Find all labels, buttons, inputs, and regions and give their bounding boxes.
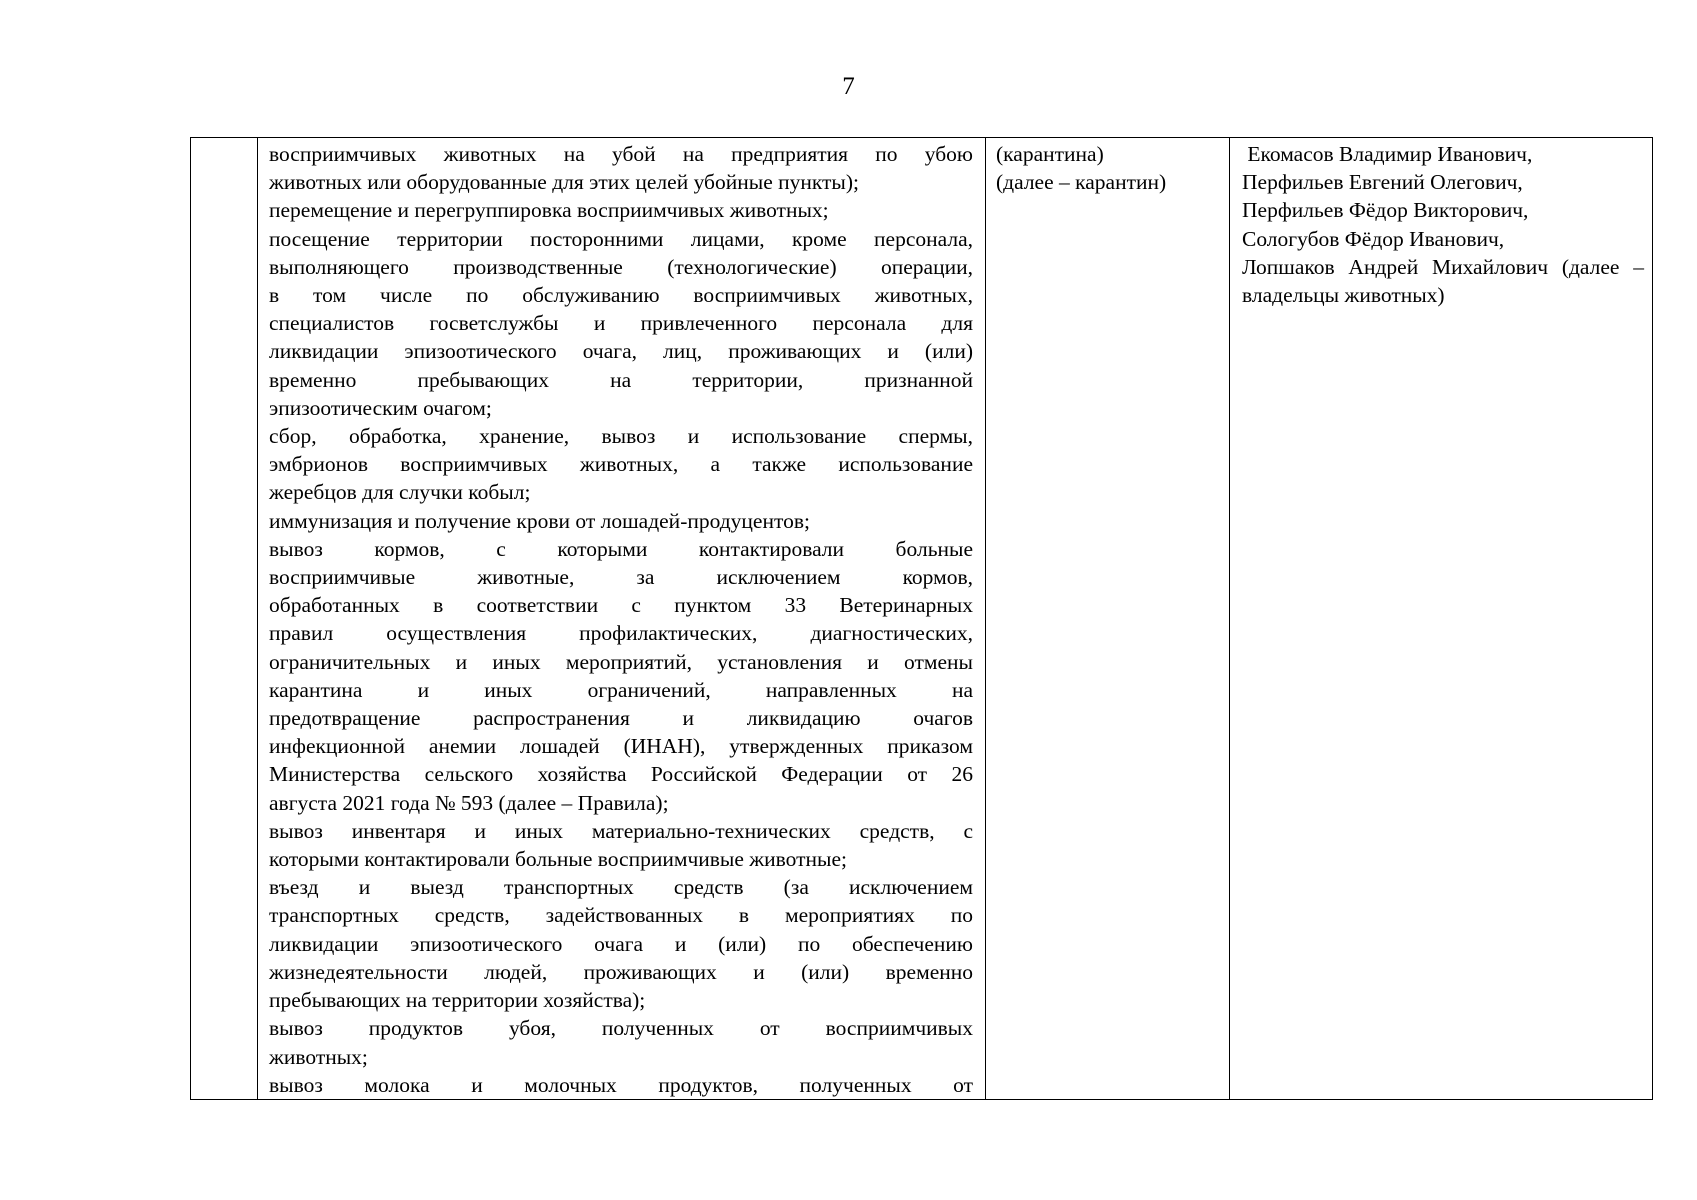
- quarantine-cell: [986, 138, 1230, 1100]
- restriction-line: которыми контактировали больные восприимчивые животные;: [269, 847, 847, 872]
- restriction-line: выполняющего производственные (технологические) операции,: [269, 254, 973, 279]
- restriction-line: перемещение и перегруппировка восприимчивых животных;: [269, 198, 829, 223]
- restriction-line: восприимчивых животных на убой на предприятия по убою: [269, 142, 973, 166]
- restriction-line: жеребцов для случки кобыл;: [269, 480, 531, 505]
- animal-owners-cell: [1230, 138, 1653, 1100]
- restriction-line: пребывающих на территории хозяйства);: [269, 988, 646, 1013]
- owner-line: Лопшаков Андрей Михайлович (далее –: [1242, 254, 1644, 279]
- restriction-line: обработанных в соответствии с пунктом 33 Ветеринарных: [269, 593, 973, 618]
- restriction-line: карантина и иных ограничений, направленных на: [269, 677, 973, 702]
- restriction-line: августа 2021 года № 593 (далее – Правила);: [269, 790, 669, 815]
- quarantine-line: (карантина): [996, 142, 1104, 166]
- restriction-line: сбор, обработка, хранение, вывоз и использование спермы,: [269, 424, 973, 449]
- measures-table: [190, 137, 1653, 1100]
- restriction-line: ограничительных и иных мероприятий, установления и отмены: [269, 649, 973, 674]
- owner-line: Перфильев Евгений Олегович,: [1242, 170, 1523, 195]
- restriction-line: вывоз инвентаря и иных материально-технических средств, с: [269, 818, 973, 843]
- restriction-line: ликвидации эпизоотического очага и (или) по обеспечению: [269, 931, 973, 956]
- restriction-line: вывоз кормов, с которыми контактировали больные: [269, 536, 973, 561]
- page-number: 7: [842, 73, 855, 100]
- owner-line: Екомасов Владимир Иванович,: [1242, 142, 1533, 166]
- restriction-line: въезд и выезд транспортных средств (за исключением: [269, 875, 973, 900]
- restriction-line: вывоз молока и молочных продуктов, полученных от: [269, 1072, 973, 1097]
- restriction-line: в том числе по обслуживанию восприимчивых животных,: [269, 283, 973, 308]
- restriction-line: посещение территории посторонними лицами, кроме персонала,: [269, 226, 973, 251]
- restriction-line: инфекционной анемии лошадей (ИНАН), утвержденных приказом: [269, 734, 973, 759]
- owner-line: владельцы животных): [1242, 283, 1445, 308]
- restriction-line: восприимчивые животные, за исключением кормов,: [269, 565, 973, 590]
- restriction-line: животных;: [269, 1044, 368, 1069]
- table-row: [191, 138, 1653, 1100]
- restriction-line: предотвращение распространения и ликвидацию очагов: [269, 706, 973, 731]
- row-number-cell: [191, 138, 258, 1100]
- restriction-line: специалистов госветслужбы и привлеченного персонала для: [269, 311, 973, 336]
- owner-line: Перфильев Фёдор Викторович,: [1242, 198, 1529, 223]
- restriction-line: иммунизация и получение крови от лошадей-продуцентов;: [269, 508, 810, 533]
- restriction-line: Министерства сельского хозяйства Российской Федерации от 26: [269, 762, 973, 787]
- restrictions-cell: [258, 138, 986, 1100]
- restriction-line: эпизоотическим очагом;: [269, 395, 492, 420]
- restriction-line: эмбрионов восприимчивых животных, а также использование: [269, 452, 973, 477]
- quarantine-line: (далее – карантин): [996, 170, 1167, 195]
- restriction-line: правил осуществления профилактических, диагностических,: [269, 621, 973, 646]
- restriction-line: жизнедеятельности людей, проживающих и (или) временно: [269, 959, 973, 984]
- owner-line: Сологубов Фёдор Иванович,: [1242, 226, 1505, 251]
- restriction-line: временно пребывающих на территории, признанной: [269, 367, 973, 392]
- restriction-line: ликвидации эпизоотического очага, лиц, проживающих и (или): [269, 339, 973, 364]
- restriction-line: вывоз продуктов убоя, полученных от восприимчивых: [269, 1016, 973, 1041]
- restriction-line: животных или оборудованные для этих целей убойные пункты);: [269, 170, 860, 195]
- restriction-line: транспортных средств, задействованных в мероприятиях по: [269, 903, 973, 928]
